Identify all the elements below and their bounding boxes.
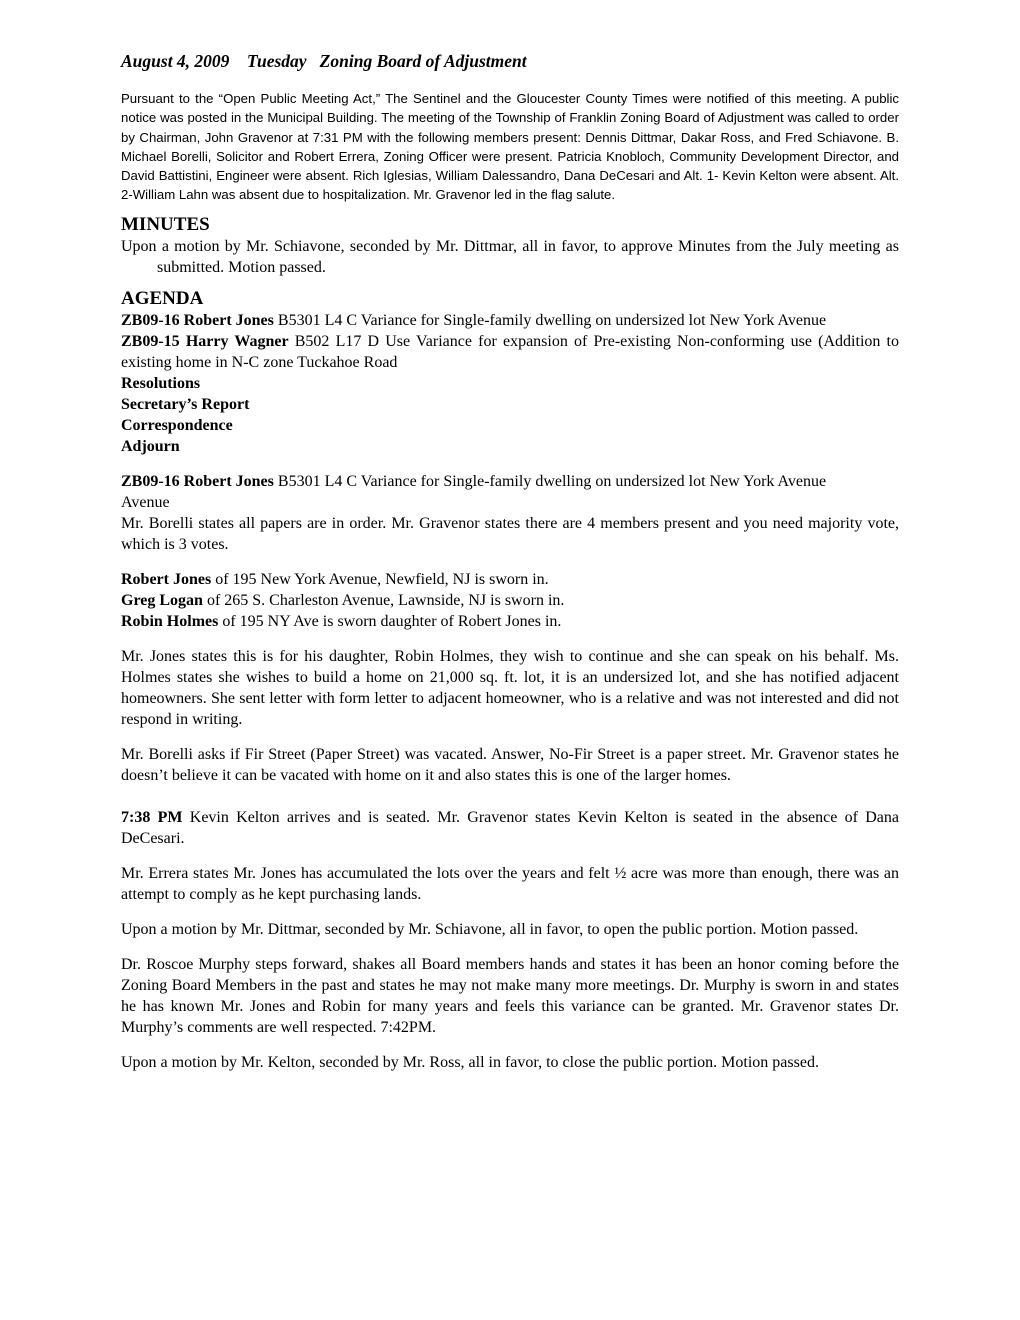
agenda-adjourn: Adjourn (121, 437, 180, 455)
sworn-greg-logan (121, 590, 899, 611)
jones-paragraph: Mr. Jones states this is for his daughter, Robin Holmes, they wish to continue and she can speak on his behalf. Ms. Holmes states she wishes to build a home on 21,000 sq. ft. lot, it is an undersized lot, and she has notified adjacent homeowners. She sent letter with form letter to adjacent homeowner, who is a relative and was not interested and did not respond in writing. (121, 647, 899, 728)
close-public-portion-motion: Upon a motion by Mr. Kelton, seconded by Mr. Ross, all in favor, to close the public portion. Motion passed. (121, 1053, 819, 1071)
agenda-item-zb09-16 (121, 310, 899, 331)
agenda-item-description: B502 L17 D Use Variance for expansion of Pre-existing Non-conforming use (Addition to existing home in N-C zone Tuckahoe Road (121, 332, 900, 371)
borelli-paragraph: Mr. Borelli states all papers are in order. Mr. Gravenor states there are 4 members present and you need majority vote, which is 3 votes. (121, 514, 899, 553)
sworn-robin-holmes (121, 611, 899, 632)
case-header (121, 471, 899, 492)
sworn-text: of 195 New York Avenue, Newfield, NJ is sworn in. (211, 570, 549, 588)
sworn-name: Robert Jones (121, 570, 212, 588)
agenda-item-zb09-15 (121, 331, 899, 373)
agenda-resolutions: Resolutions (121, 374, 201, 392)
agenda-item-case-id: ZB09-16 Robert Jones (121, 311, 274, 329)
minutes-heading: MINUTES (121, 213, 210, 235)
intro-paragraph: Pursuant to the “Open Public Meeting Act,” The Sentinel and the Gloucester County Times were notified of this meeting. A public notice was posted in the Municipal Building. The meeting of the Township of Franklin Zoning Board of Adjustment was called to order by Chairman, John Gravenor at 7:31 PM with the following members present: Dennis Dittmar, Dakar Ross, and Fred Schiavone. B. Michael Borelli, Solicitor and Robert Errera, Zoning Officer were present. Patricia Knobloch, Community Development Director, and David Battistini, Engineer were absent. Rich Iglesias, William Dalessandro, Dana DeCesari and Alt. 1- Kevin Kelton were absent. Alt. 2-William Lahn was absent due to hospitalization. Mr. Gravenor led in the flag salute. (121, 91, 899, 203)
kelton-text: Kevin Kelton arrives and is seated. Mr. Gravenor states Kevin Kelton is seated in the absence of Dana DeCesari. (121, 808, 899, 847)
agenda-secretary-report: Secretary’s Report (121, 395, 250, 413)
agenda-item-case-id: ZB09-15 Harry Wagner (121, 332, 289, 350)
sworn-text: of 265 S. Charleston Avenue, Lawnside, NJ is sworn in. (202, 591, 565, 609)
sworn-name: Greg Logan (121, 591, 203, 609)
errera-paragraph: Mr. Errera states Mr. Jones has accumulated the lots over the years and felt ½ acre was more than enough, there was an attempt to comply as he kept purchasing lands. (121, 864, 899, 903)
sworn-text: of 195 NY Ave is sworn daughter of Robert Jones in. (218, 612, 562, 630)
minutes-motion: Upon a motion by Mr. Schiavone, seconded by Mr. Dittmar, all in favor, to approve Minutes from the July meeting as submitted. Motion passed. (121, 237, 899, 276)
kelton-arrival-paragraph (121, 807, 899, 849)
case-avenue-line: Avenue (121, 493, 170, 511)
murphy-paragraph: Dr. Roscoe Murphy steps forward, shakes all Board members hands and states it has been an honor coming before the Zoning Board Members in the past and states he may not make many more meetings. Dr. Murphy is sworn in and states he has known Mr. Jones and Robin for many years and feels this variance can be granted. Mr. Gravenor states Dr. Murphy’s comments are well respected. 7:42PM. (121, 955, 899, 1036)
sworn-robert-jones (121, 569, 899, 590)
kelton-time: 7:38 PM (121, 808, 183, 826)
fir-street-paragraph: Mr. Borelli asks if Fir Street (Paper Street) was vacated. Answer, No-Fir Street is a paper street. Mr. Gravenor states he doesn’t believe it can be vacated with home on it and also states this is one of the larger homes. (121, 745, 899, 784)
agenda-correspondence: Correspondence (121, 416, 233, 434)
case-description: B5301 L4 C Variance for Single-family dwelling on undersized lot New York Avenue (273, 472, 827, 490)
sworn-name: Robin Holmes (121, 612, 219, 630)
page-title: August 4, 2009 Tuesday Zoning Board of Adjustment (121, 51, 527, 71)
agenda-heading: AGENDA (121, 287, 204, 309)
open-public-portion-motion: Upon a motion by Mr. Dittmar, seconded by Mr. Schiavone, all in favor, to open the public portion. Motion passed. (121, 920, 859, 938)
document-page (121, 50, 899, 1073)
case-id: ZB09-16 Robert Jones (121, 472, 274, 490)
agenda-item-description: B5301 L4 C Variance for Single-family dwelling on undersized lot New York Avenue (273, 311, 827, 329)
